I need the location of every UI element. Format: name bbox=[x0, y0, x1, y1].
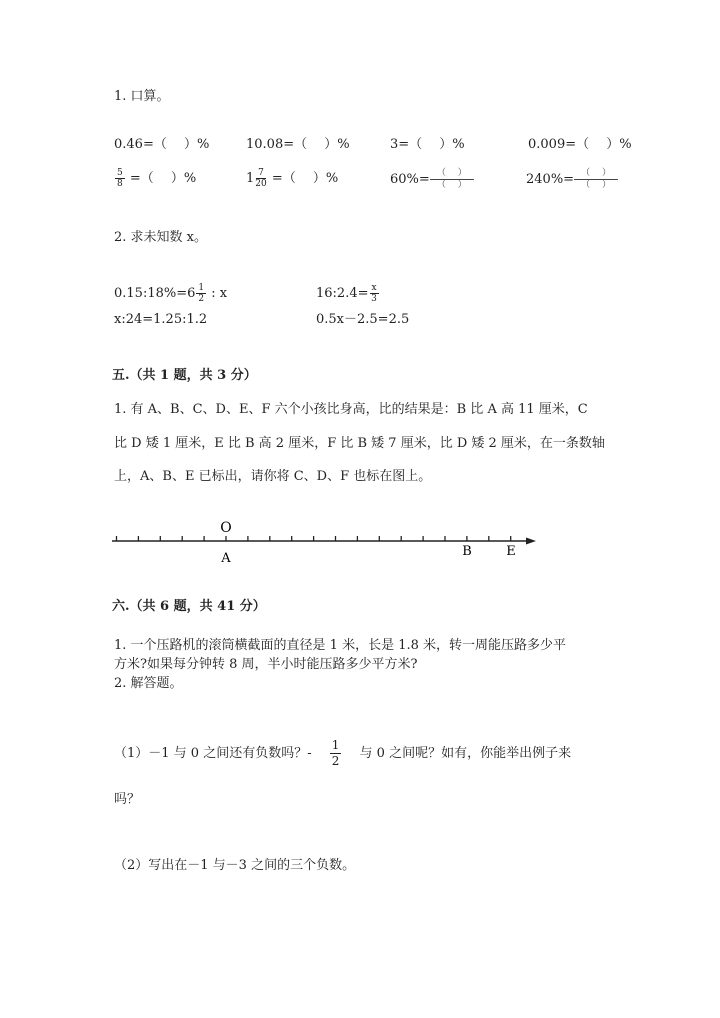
sub-question-2: （2）写出在－1 与－3 之间的三个负数。 bbox=[114, 858, 356, 873]
equation: 0.15:18%=6 $\frac{1}{2}$ : x bbox=[114, 283, 228, 304]
equation: 16:2.4= $\frac{x}{3}$ bbox=[316, 283, 377, 304]
q1-title: 1. 口算。 bbox=[114, 89, 170, 104]
q1-item: 10.08=（ ）% bbox=[246, 137, 350, 152]
q1-item: 3=（ ）% bbox=[390, 137, 465, 152]
point-e-label: E bbox=[506, 544, 516, 559]
point-a-label: A bbox=[221, 551, 231, 566]
q1-item: 0.46=（ ）% bbox=[114, 137, 210, 152]
paragraph-line: 上，A、B、E 已标出，请你将 C、D、F 也标在图上。 bbox=[114, 469, 432, 484]
paragraph-line: 2. 解答题。 bbox=[114, 676, 183, 691]
paragraph-line: 方米?如果每分钟转 8 周，半小时能压路多少平方米? bbox=[114, 657, 418, 672]
q1-item: 60%= （ ） （ ） bbox=[390, 168, 474, 191]
origin-label: O bbox=[220, 520, 232, 536]
section-6-heading: 六.（共 6 题，共 41 分） bbox=[112, 599, 266, 614]
number-line bbox=[0, 510, 720, 570]
q1-item: 0.009=（ ）% bbox=[528, 137, 632, 152]
arrow-head-icon bbox=[526, 538, 536, 545]
q1-item: $\frac{5}{8}$ =（ ）% bbox=[117, 168, 197, 189]
section-5-heading: 五.（共 1 题，共 3 分） bbox=[112, 368, 257, 383]
paragraph-line: 1. 有 A、B、C、D、E、F 六个小孩比身高，比的结果是：B 比 A 高 11 厘米，C bbox=[114, 402, 588, 417]
equation: 0.5x－2.5=2.5 bbox=[316, 312, 410, 327]
sub-question-1-cont: 吗？ bbox=[114, 792, 141, 807]
q1-item: 240%= （ ） （ ） bbox=[526, 168, 618, 191]
sub-question-1: （1）－1 与 0 之间还有负数吗？- $\frac{1}{2}$ 与 0 之间呢？如有，你能举出例子来 bbox=[114, 738, 572, 768]
equation: x:24=1.25:1.2 bbox=[114, 312, 208, 327]
paragraph-line: 比 D 矮 1 厘米，E 比 B 高 2 厘米，F 比 B 矮 7 厘米，比 D 矮 2 厘米，在一条数轴 bbox=[114, 436, 605, 451]
point-b-label: B bbox=[462, 544, 472, 559]
q1-item: 1 $\frac{7}{20}$ =（ ）% bbox=[246, 168, 339, 189]
q2-title: 2. 求未知数 x。 bbox=[114, 230, 207, 245]
paragraph-line: 1. 一个压路机的滚筒横截面的直径是 1 米，长是 1.8 米，转一周能压路多少平 bbox=[114, 638, 567, 653]
